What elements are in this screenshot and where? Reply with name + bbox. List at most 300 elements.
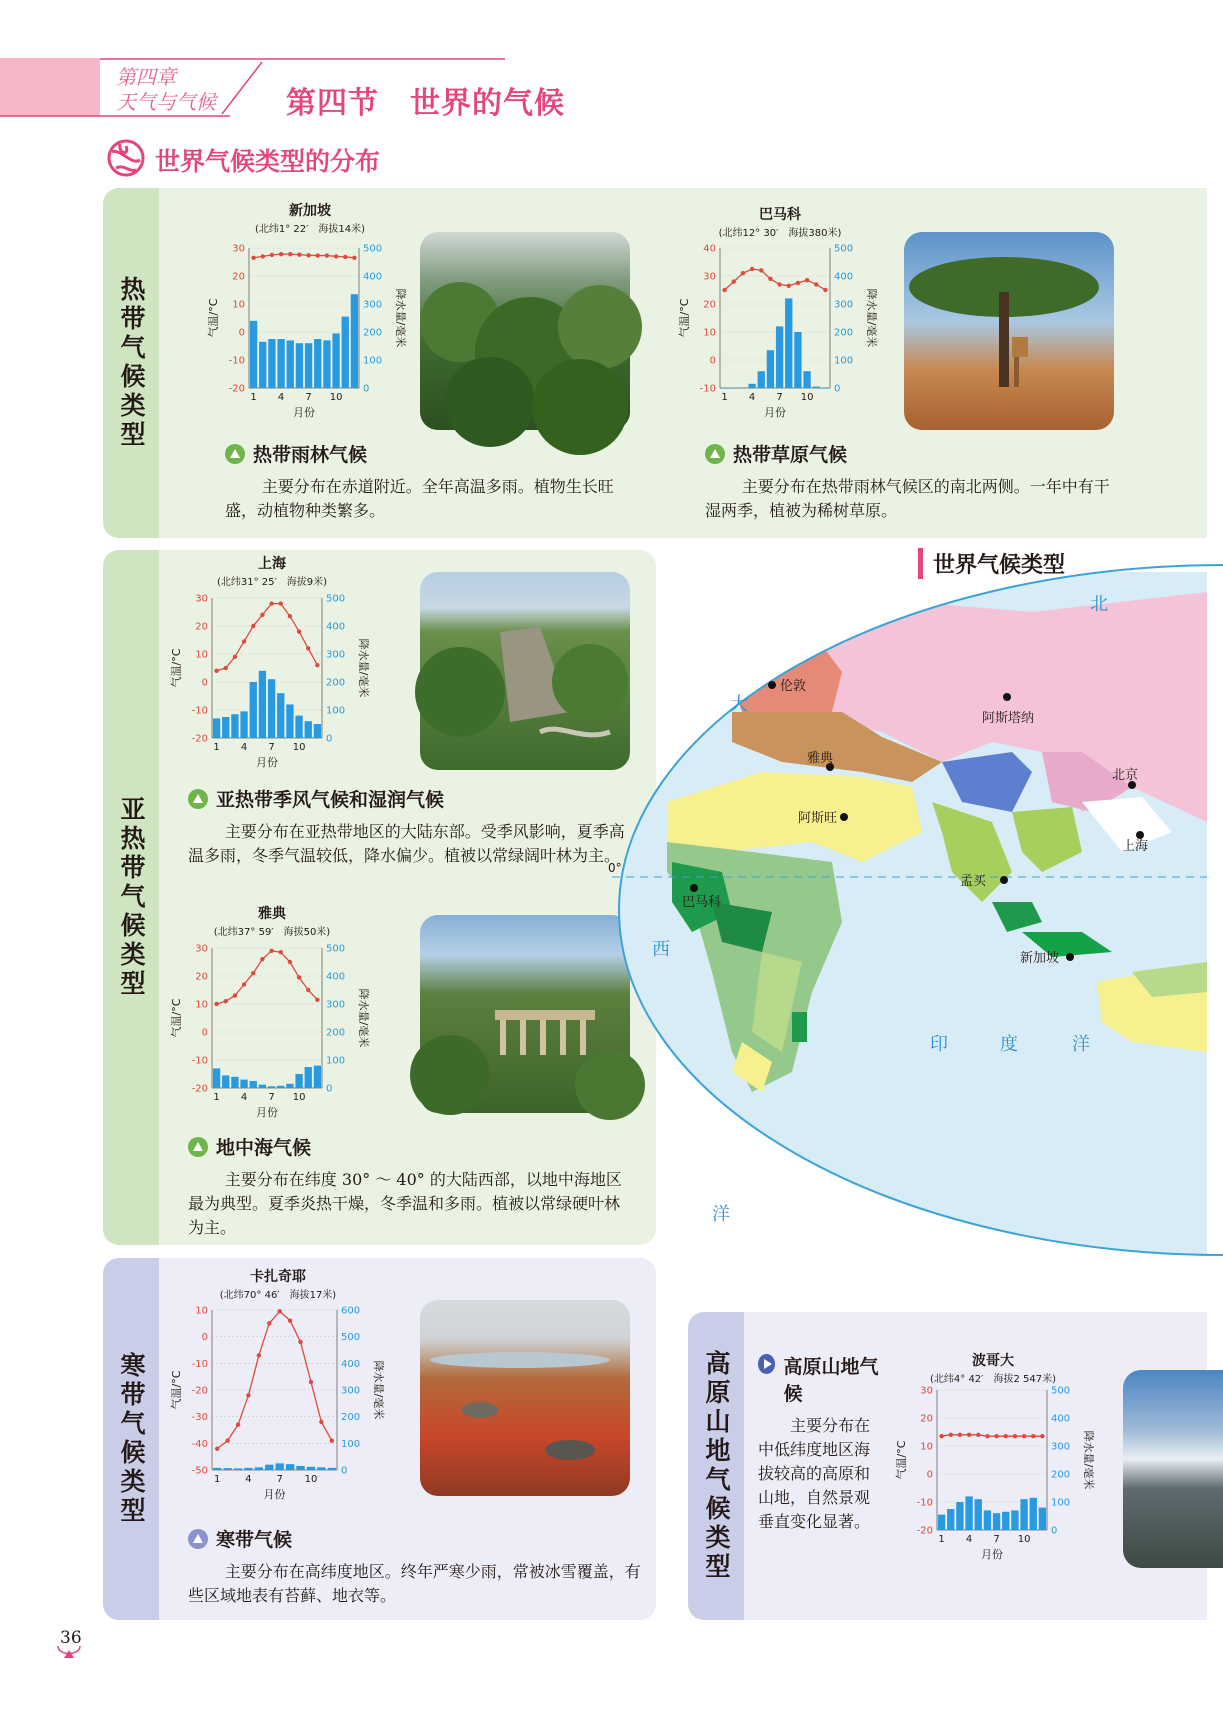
temperature-point	[768, 277, 772, 281]
precip-tick-label: 200	[326, 1027, 346, 1039]
temperature-point	[278, 1309, 282, 1313]
page-ornament-icon	[54, 1640, 84, 1664]
temp-tick-label: 30	[920, 1385, 933, 1397]
precip-tick-label: 0	[326, 1083, 333, 1095]
temperature-point	[214, 1002, 218, 1006]
climate-chart-athens	[168, 938, 368, 1133]
temperature-point	[319, 1420, 323, 1424]
climate-chart-kazachye	[168, 1300, 383, 1515]
city-athens: 雅典	[807, 751, 834, 766]
precip-axis-label: 降水量/毫米	[1082, 1430, 1095, 1490]
play-icon	[758, 1354, 775, 1374]
svg-text:度: 度	[1000, 1034, 1018, 1055]
temperature-line	[942, 1435, 1043, 1436]
monsoon-title: 亚热带季风气候和湿润气候	[216, 789, 445, 811]
city-london: 伦敦	[780, 679, 807, 694]
month-tick-label: 7	[268, 1092, 275, 1103]
temp-tick-label: 0	[201, 1027, 208, 1039]
precipitation-bar	[351, 294, 358, 388]
precip-axis-label: 降水量/毫米	[865, 288, 878, 348]
savanna-photo	[904, 232, 1114, 430]
precip-tick-label: 300	[834, 299, 854, 311]
city-singapore: 新加坡	[1020, 951, 1060, 966]
temp-tick-label: 20	[232, 271, 245, 283]
temp-axis-label: 气温/°C	[895, 1440, 908, 1480]
chapter-name: 天气与气候	[116, 90, 216, 114]
climate-chart-bogota	[893, 1380, 1093, 1575]
temp-tick-label: 10	[195, 999, 208, 1011]
temp-tick-label: -10	[699, 383, 716, 395]
chart-title-bamako: 巴马科	[759, 207, 801, 223]
city-mumbai: 孟买	[960, 874, 987, 889]
precip-tick-label: 200	[363, 327, 383, 339]
precipitation-bar	[975, 1499, 982, 1530]
precipitation-bar	[296, 1466, 304, 1470]
chart-title-shanghai: 上海	[258, 556, 286, 572]
precipitation-bar	[231, 714, 238, 738]
month-tick-label: 7	[776, 392, 783, 403]
precip-axis-label: 降水量/毫米	[372, 1360, 385, 1420]
temp-tick-label: -10	[916, 1497, 933, 1509]
subtropical-side-label: 亚热带气候类型	[103, 550, 159, 1245]
temp-tick-label: 30	[195, 943, 208, 955]
precip-tick-label: 400	[363, 271, 383, 283]
x-axis-label: 月份	[256, 756, 278, 769]
precipitation-bar	[785, 298, 792, 388]
precip-tick-label: 500	[834, 243, 854, 255]
precip-tick-label: 100	[363, 355, 383, 367]
temp-tick-label: 0	[201, 677, 208, 689]
chart-sub-singapore: (北纬1° 22′ 海拔14米)	[254, 224, 366, 235]
temperature-point	[242, 639, 246, 643]
precip-tick-label: 0	[363, 383, 370, 395]
mediterranean-title: 地中海气候	[216, 1137, 312, 1159]
temperature-point	[269, 601, 273, 605]
temp-axis-label: 气温/°C	[170, 1370, 183, 1410]
precipitation-bar	[305, 1067, 312, 1088]
precipitation-bar	[314, 1066, 321, 1088]
precipitation-bar	[240, 711, 247, 738]
precipitation-bar	[1020, 1499, 1027, 1530]
precipitation-bar	[1011, 1510, 1018, 1530]
precipitation-bar	[286, 1084, 293, 1088]
precip-tick-label: 400	[326, 971, 346, 983]
temperature-point	[967, 1433, 971, 1437]
precipitation-bar	[213, 1468, 221, 1470]
precipitation-bar	[259, 342, 266, 388]
temperature-point	[288, 960, 292, 964]
precipitation-bar	[794, 332, 801, 388]
precipitation-bar	[822, 388, 829, 389]
temperature-point	[1040, 1434, 1044, 1438]
precipitation-bar	[276, 1463, 284, 1470]
month-tick-label: 1	[214, 1474, 221, 1485]
temperature-point	[777, 282, 781, 286]
chart-sub-athens: (北纬37° 59′ 海拔50米)	[213, 927, 331, 938]
temperature-point	[939, 1434, 943, 1438]
precip-tick-label: 200	[341, 1412, 361, 1424]
month-tick-label: 10	[304, 1474, 318, 1485]
savanna-title: 热带草原气候	[733, 444, 848, 466]
temperature-point	[750, 267, 754, 271]
temperature-point	[267, 1321, 271, 1325]
temperature-point	[251, 971, 255, 975]
chart-title-bogota: 波哥大	[972, 1353, 1014, 1369]
temperature-point	[236, 1422, 240, 1426]
temp-tick-label: 0	[201, 1332, 208, 1344]
month-tick-label: 4	[245, 1474, 252, 1485]
precipitation-bar	[730, 388, 737, 389]
temp-tick-label: 20	[195, 621, 208, 633]
x-axis-label: 月份	[256, 1106, 278, 1119]
temp-tick-label: -20	[916, 1525, 933, 1537]
month-tick-label: 1	[721, 392, 728, 403]
temperature-point	[1013, 1434, 1017, 1438]
x-axis-label: 月份	[263, 1488, 286, 1501]
month-tick-label: 4	[277, 392, 285, 403]
precipitation-bar	[739, 387, 746, 388]
precipitation-bar	[305, 343, 312, 388]
temperature-point	[288, 614, 292, 618]
temperature-point	[297, 253, 301, 257]
temp-tick-label: 0	[238, 327, 245, 339]
rainforest-photo	[420, 232, 630, 430]
temp-axis-label: 气温/°C	[207, 298, 220, 338]
temp-tick-label: 10	[703, 327, 716, 339]
precipitation-bar	[250, 321, 257, 388]
tropical-side-label: 热带气候类型	[103, 188, 159, 538]
city-aswan: 阿斯旺	[798, 811, 838, 826]
chart-title-kazachye: 卡扎奇耶	[250, 1269, 306, 1285]
temperature-line	[254, 254, 355, 258]
precip-tick-label: 0	[1051, 1525, 1058, 1537]
temperature-point	[306, 988, 310, 992]
month-tick-label: 7	[305, 392, 312, 403]
precipitation-bar	[328, 1468, 336, 1470]
precip-tick-label: 400	[1051, 1413, 1071, 1425]
city-astana: 阿斯塔纳	[982, 711, 1035, 726]
precipitation-bar	[813, 387, 820, 388]
precipitation-bar	[268, 339, 275, 388]
temperature-point	[787, 284, 791, 288]
mediterranean-photo	[420, 915, 630, 1113]
highland-side-label: 高原山地气候类型	[688, 1312, 744, 1620]
temp-tick-label: -20	[191, 1385, 208, 1397]
precipitation-bar	[287, 340, 294, 388]
triangle-icon	[188, 789, 208, 809]
temp-axis-label: 气温/°C	[170, 648, 183, 688]
precip-tick-label: 300	[363, 299, 383, 311]
precipitation-bar	[307, 1467, 315, 1470]
precip-tick-label: 100	[834, 355, 854, 367]
month-tick-label: 4	[748, 392, 756, 403]
precipitation-bar	[286, 1464, 294, 1470]
precip-tick-label: 100	[326, 1055, 346, 1067]
precip-tick-label: 500	[326, 593, 346, 605]
triangle-icon	[188, 1137, 208, 1157]
precipitation-bar	[268, 1086, 275, 1088]
temperature-point	[260, 613, 264, 617]
temperature-point	[309, 1380, 313, 1384]
svg-text:北: 北	[1090, 594, 1108, 615]
precipitation-bar	[223, 1468, 231, 1470]
precipitation-bar	[268, 679, 275, 738]
precip-tick-label: 500	[341, 1332, 361, 1344]
city-shanghai: 上海	[1122, 839, 1149, 854]
precipitation-bar	[231, 1077, 238, 1088]
temp-tick-label: -40	[191, 1438, 208, 1450]
x-axis-label: 月份	[764, 406, 786, 419]
temperature-point	[732, 279, 736, 283]
chart-title-singapore: 新加坡	[289, 203, 331, 219]
temperature-line	[217, 1311, 332, 1448]
svg-text:洋: 洋	[1072, 1034, 1090, 1055]
temp-tick-label: 30	[703, 271, 716, 283]
precip-tick-label: 200	[1051, 1469, 1071, 1481]
precip-tick-label: 0	[341, 1465, 348, 1477]
map-title: 世界气候类型	[918, 548, 1065, 579]
precipitation-bar	[314, 724, 321, 738]
chart-sub-bogota: (北纬4° 42′ 海拔2 547米)	[930, 1374, 1056, 1385]
temp-tick-label: 20	[920, 1413, 933, 1425]
precip-tick-label: 300	[326, 649, 346, 661]
temperature-point	[251, 624, 255, 628]
month-tick-label: 10	[292, 1092, 306, 1103]
temperature-point	[1004, 1434, 1008, 1438]
page-number: 36	[60, 1628, 82, 1648]
polar-title: 寒带气候	[216, 1529, 293, 1551]
temperature-point	[279, 950, 283, 954]
temperature-point	[315, 663, 319, 667]
precip-tick-label: 500	[326, 943, 346, 955]
chart-sub-shanghai: (北纬31° 25′ 海拔9米)	[216, 577, 328, 588]
temperature-point	[242, 982, 246, 986]
highland-desc: 主要分布在中低纬度地区海拔较高的高原和山地，自然景观垂直变化显著。	[758, 1416, 871, 1531]
precip-axis-label: 降水量/毫米	[357, 988, 370, 1048]
temperature-point	[1022, 1434, 1026, 1438]
temp-tick-label: -30	[191, 1412, 208, 1424]
precipitation-bar	[938, 1515, 945, 1530]
precipitation-bar	[317, 1467, 325, 1470]
subtitle: 世界气候类型的分布	[155, 147, 381, 176]
precipitation-bar	[314, 339, 321, 388]
temp-tick-label: 0	[926, 1469, 933, 1481]
climate-chart-singapore	[205, 238, 405, 433]
temperature-point	[325, 253, 329, 257]
temp-tick-label: 30	[232, 243, 245, 255]
month-tick-label: 4	[240, 742, 248, 753]
temp-tick-label: -10	[228, 355, 245, 367]
month-tick-label: 4	[240, 1092, 248, 1103]
temp-tick-label: -10	[191, 705, 208, 717]
precip-tick-label: 400	[326, 621, 346, 633]
climate-chart-shanghai	[168, 588, 368, 783]
climate-chart-bamako	[676, 238, 876, 433]
temperature-point	[334, 254, 338, 258]
rainforest-title: 热带雨林气候	[253, 444, 368, 466]
temperature-point	[288, 1318, 292, 1322]
temp-tick-label: -20	[191, 733, 208, 745]
temperature-point	[985, 1434, 989, 1438]
temp-tick-label: -50	[191, 1465, 208, 1477]
temperature-point	[976, 1433, 980, 1437]
temperature-point	[257, 1353, 261, 1357]
x-axis-label: 月份	[981, 1548, 1003, 1561]
temperature-point	[1031, 1434, 1035, 1438]
temperature-point	[297, 975, 301, 979]
precipitation-bar	[993, 1513, 1000, 1530]
temperature-point	[215, 1446, 219, 1450]
month-tick-label: 7	[276, 1474, 283, 1485]
temp-tick-label: -10	[191, 1055, 208, 1067]
temp-tick-label: 20	[195, 971, 208, 983]
temp-tick-label: 10	[195, 649, 208, 661]
temperature-line	[217, 951, 318, 1004]
precip-tick-label: 100	[326, 705, 346, 717]
temperature-point	[759, 268, 763, 272]
temperature-line	[217, 604, 318, 671]
precipitation-bar	[277, 1086, 284, 1088]
temperature-point	[298, 1340, 302, 1344]
precipitation-bar	[721, 388, 728, 389]
temperature-point	[306, 646, 310, 650]
precip-tick-label: 200	[834, 327, 854, 339]
precip-tick-label: 300	[341, 1385, 361, 1397]
precipitation-bar	[277, 339, 284, 388]
temperature-point	[722, 288, 726, 292]
month-tick-label: 7	[268, 742, 275, 753]
temp-tick-label: 20	[703, 299, 716, 311]
precipitation-bar	[222, 717, 229, 738]
precipitation-bar	[984, 1510, 991, 1530]
precipitation-bar	[265, 1465, 273, 1470]
precipitation-bar	[748, 384, 755, 388]
precipitation-bar	[240, 1080, 247, 1088]
temp-tick-label: 40	[703, 243, 716, 255]
section-title: 第四节 世界的气候	[286, 86, 565, 121]
x-axis-label: 月份	[293, 406, 315, 419]
temperature-point	[261, 254, 265, 258]
precip-tick-label: 0	[834, 383, 841, 395]
precip-axis-label: 降水量/毫米	[357, 638, 370, 698]
city-beijing: 北京	[1112, 768, 1139, 783]
precipitation-bar	[244, 1468, 252, 1470]
temperature-point	[279, 252, 283, 256]
temp-tick-label: -20	[228, 383, 245, 395]
temperature-point	[233, 655, 237, 659]
precip-tick-label: 100	[341, 1438, 361, 1450]
chart-sub-bamako: (北纬12° 30′ 海拔380米)	[718, 228, 842, 239]
temperature-point	[949, 1433, 953, 1437]
temperature-point	[246, 1393, 250, 1397]
polar-desc: 主要分布在高纬度地区。终年严寒少雨，常被冰雪覆盖，有些区域地表有苔藓、地衣等。	[188, 1562, 641, 1605]
precip-tick-label: 500	[363, 243, 383, 255]
month-tick-label: 1	[213, 1092, 220, 1103]
temperature-point	[269, 949, 273, 953]
precipitation-bar	[250, 1081, 257, 1088]
precipitation-bar	[1039, 1508, 1046, 1530]
temperature-point	[306, 253, 310, 257]
savanna-desc: 主要分布在热带雨林气候区的南北两侧。一年中有干湿两季，植被为稀树草原。	[705, 477, 1110, 520]
temp-tick-label: 10	[920, 1441, 933, 1453]
temperature-point	[260, 957, 264, 961]
precipitation-bar	[250, 682, 257, 738]
temp-tick-label: 10	[232, 299, 245, 311]
precipitation-bar	[342, 317, 349, 388]
precipitation-bar	[776, 326, 783, 388]
temperature-point	[316, 253, 320, 257]
temperature-point	[958, 1433, 962, 1437]
precipitation-bar	[305, 721, 312, 738]
month-tick-label: 10	[800, 392, 814, 403]
highland-title: 高原山地气候	[783, 1356, 879, 1405]
cold-side-label: 寒带气候类型	[103, 1258, 159, 1620]
temp-axis-label: 气温/°C	[678, 298, 691, 338]
chart-title-athens: 雅典	[258, 906, 286, 922]
temperature-point	[224, 999, 228, 1003]
monsoon-desc: 主要分布在亚热带地区的大陆东部。受季风影响，夏季高温多雨，冬季气温较低，降水偏少。植被以常绿阔叶林为主。	[188, 822, 625, 865]
temperature-point	[225, 1438, 229, 1442]
chart-sub-kazachye: (北纬70° 46′ 海拔17米)	[219, 1290, 337, 1301]
precipitation-bar	[255, 1467, 263, 1470]
precip-tick-label: 0	[326, 733, 333, 745]
temperature-point	[251, 256, 255, 260]
subtropical-forest-photo	[420, 572, 630, 770]
precipitation-bar	[956, 1502, 963, 1530]
precipitation-bar	[259, 1085, 266, 1088]
month-tick-label: 7	[993, 1534, 1000, 1545]
temperature-point	[297, 629, 301, 633]
precipitation-bar	[947, 1509, 954, 1530]
temperature-point	[330, 1438, 334, 1442]
month-tick-label: 1	[213, 742, 220, 753]
precipitation-bar	[277, 693, 284, 738]
precip-tick-label: 300	[1051, 1441, 1071, 1453]
tundra-photo	[420, 1300, 630, 1496]
temperature-point	[352, 256, 356, 260]
precip-tick-label: 300	[326, 999, 346, 1011]
precipitation-bar	[213, 1068, 220, 1088]
triangle-icon	[705, 444, 725, 464]
mountain-photo	[1123, 1370, 1223, 1568]
equator-label: 0°	[608, 861, 622, 875]
precipitation-bar	[1002, 1512, 1009, 1530]
temperature-point	[288, 252, 292, 256]
globe-icon	[106, 138, 146, 178]
precipitation-bar	[296, 343, 303, 388]
precipitation-bar	[758, 371, 765, 388]
precipitation-bar	[234, 1468, 242, 1470]
temperature-point	[224, 666, 228, 670]
precipitation-bar	[803, 371, 810, 388]
temperature-point	[214, 669, 218, 673]
temperature-point	[823, 288, 827, 292]
month-tick-label: 4	[965, 1534, 973, 1545]
temperature-point	[796, 281, 800, 285]
month-tick-label: 1	[938, 1534, 945, 1545]
month-tick-label: 1	[250, 392, 257, 403]
svg-text:西: 西	[652, 939, 670, 960]
precipitation-bar	[767, 350, 774, 388]
city-bamako: 巴马科	[682, 895, 722, 910]
temperature-point	[741, 271, 745, 275]
temp-tick-label: 0	[709, 355, 716, 367]
temp-tick-label: 10	[195, 1305, 208, 1317]
precip-tick-label: 400	[341, 1358, 361, 1370]
precipitation-bar	[965, 1496, 972, 1530]
temperature-point	[279, 601, 283, 605]
chapter-number: 第四章	[116, 65, 176, 89]
